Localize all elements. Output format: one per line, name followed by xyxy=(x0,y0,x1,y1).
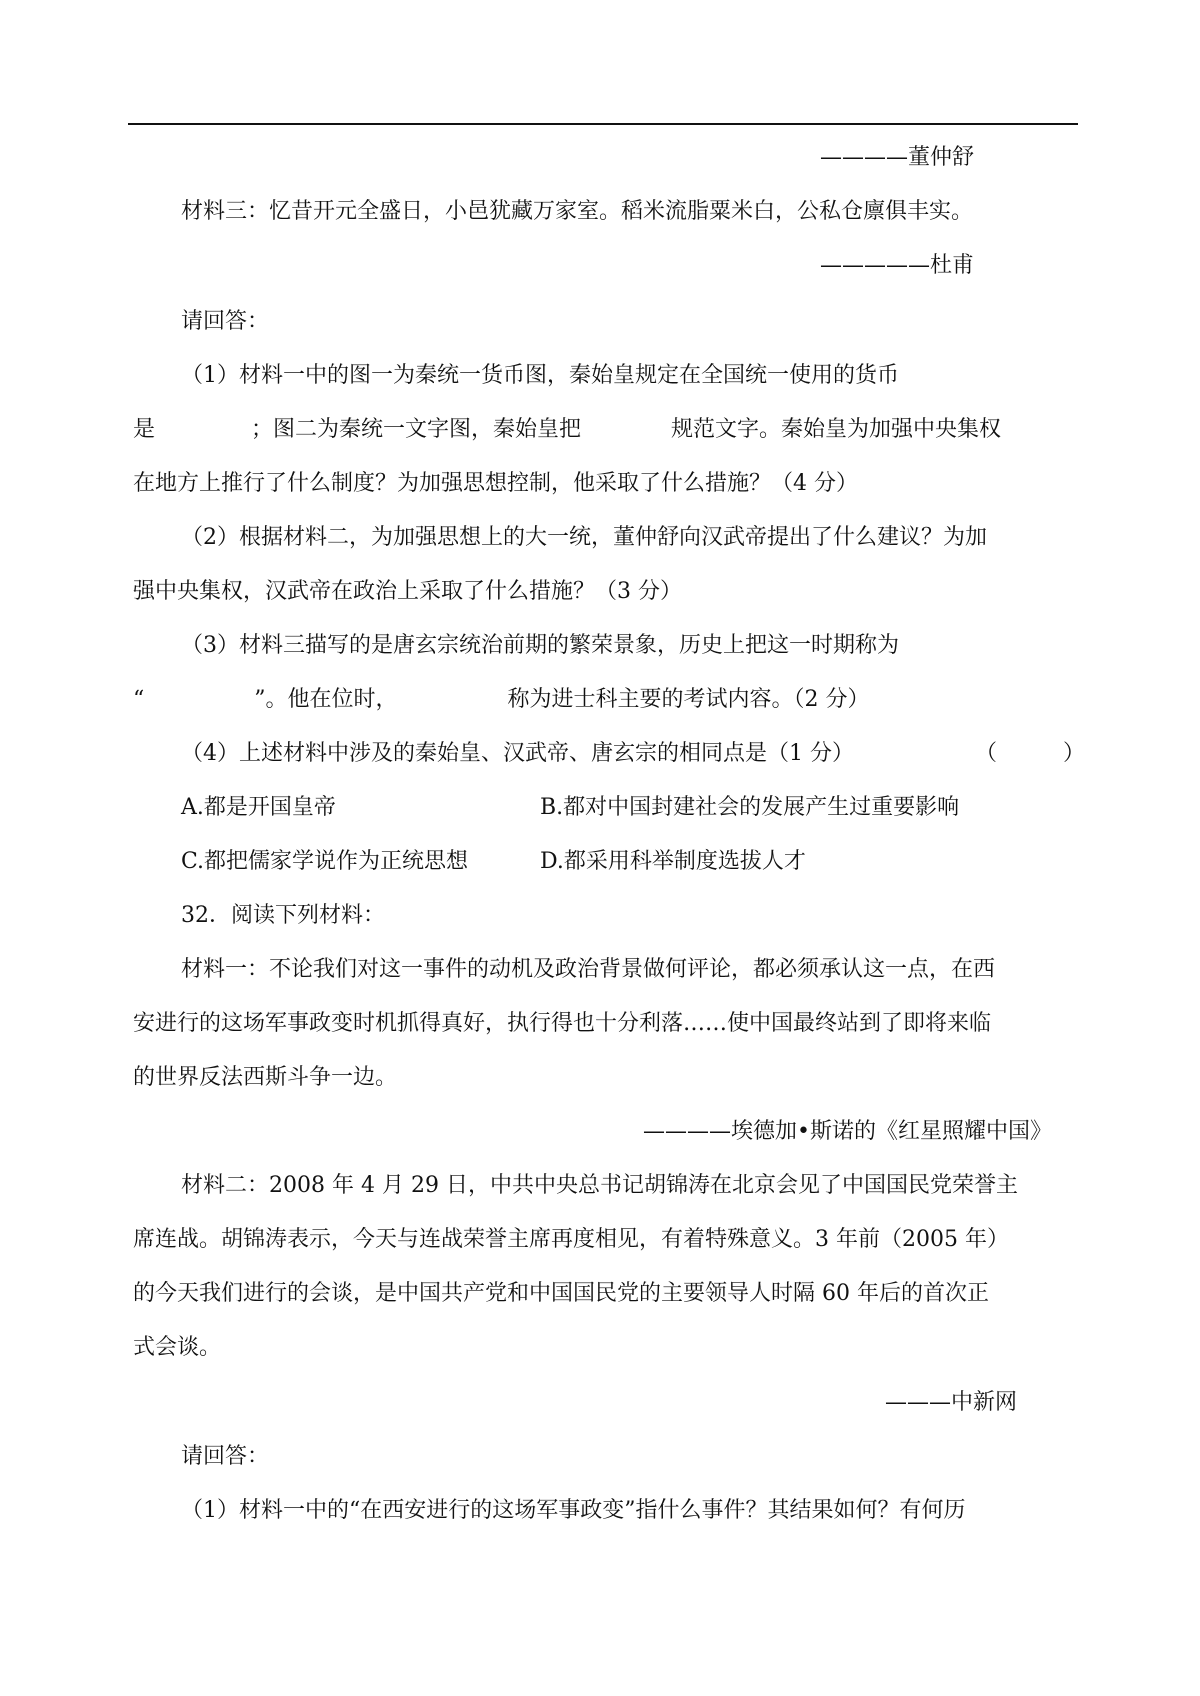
q32-please-answer-heading: 请回答： xyxy=(181,1444,270,1469)
q32-material-two-line-1: 材料二：2008 年 4 月 29 日，中共中央总书记胡锦涛在北京会见了中国国民党荣誉主 xyxy=(181,1173,1018,1198)
question-1-text-a: 是 xyxy=(133,417,156,442)
question-4-line: （4）上述材料中涉及的秦始皇、汉武帝、唐玄宗的相同点是（1 分） xyxy=(181,741,854,766)
question-2-line-1: （2）根据材料二，为加强思想上的大一统，董仲舒向汉武帝提出了什么建议？为加 xyxy=(181,525,987,550)
q32-material-one-line-2: 安进行的这场军事政变时机抓得真好，执行得也十分利落……使中国最终站到了即将来临 xyxy=(133,1011,992,1036)
q32-material-one-line-1: 材料一：不论我们对这一事件的动机及政治背景做何评论，都必须承认这一点，在西 xyxy=(181,957,996,982)
option-a: A.都是开国皇帝 xyxy=(181,795,336,820)
question-3-line-1: （3）材料三描写的是唐玄宗统治前期的繁荣景象，历史上把这一时期称为 xyxy=(181,633,899,658)
question-1-text-c: 规范文字。秦始皇为加强中央集权 xyxy=(671,417,1002,442)
question-1-line-1: （1）材料一中的图一为秦统一货币图，秦始皇规定在全国统一使用的货币 xyxy=(181,363,899,388)
option-d: D.都采用科举制度选拔人才 xyxy=(540,849,806,874)
header-rule xyxy=(128,123,1078,125)
question-3-line-2 xyxy=(133,685,870,715)
q32-material-one-line-3: 的世界反法西斯斗争一边。 xyxy=(133,1065,398,1090)
answer-parentheses: （ ） xyxy=(975,741,1086,766)
q32-material-two-line-4: 式会谈。 xyxy=(133,1335,222,1360)
option-c: C.都把儒家学说作为正统思想 xyxy=(181,849,469,874)
please-answer-heading: 请回答： xyxy=(181,309,270,334)
material-three: 材料三：忆昔开元全盛日，小邑犹藏万家室。稻米流脂粟米白，公私仓廪俱丰实。 xyxy=(181,199,974,224)
question-1-text-b: ；图二为秦统一文字图，秦始皇把 xyxy=(251,417,582,442)
q32-material-two-line-2: 席连战。胡锦涛表示，今天与连战荣誉主席再度相见，有着特殊意义。3 年前（2005 年） xyxy=(133,1227,1009,1252)
q32-material-two-line-3: 的今天我们进行的会谈，是中国共产党和中国国民党的主要领导人时隔 60 年后的首次正 xyxy=(133,1281,989,1306)
question-1-line-3: 在地方上推行了什么制度？为加强思想控制，他采取了什么措施？（4 分） xyxy=(133,471,858,496)
q32-question-1-line-1: （1）材料一中的“在西安进行的这场军事政变”指什么事件？其结果如何？有何历 xyxy=(181,1498,966,1523)
attribution-chinanews: ———中新网 xyxy=(885,1390,1018,1415)
option-b: B.都对中国封建社会的发展产生过重要影响 xyxy=(540,795,960,820)
question-3-text-c: 称为进士科主要的考试内容。（2 分） xyxy=(507,687,870,712)
question-1-line-2 xyxy=(133,415,1001,445)
question-32-title: 32．阅读下列材料： xyxy=(181,903,385,928)
attribution-edgar-snow: ————埃德加•斯诺的《红星照耀中国》 xyxy=(643,1119,1052,1144)
question-2-line-2: 强中央集权，汉武帝在政治上采取了什么措施？（3 分） xyxy=(133,579,682,604)
open-quote: “ xyxy=(133,687,145,712)
question-3-text-b: ”。他在位时， xyxy=(254,687,398,712)
attribution-dong-zhongshu: ————董仲舒 xyxy=(820,145,975,170)
attribution-du-fu: —————杜甫 xyxy=(820,253,975,278)
